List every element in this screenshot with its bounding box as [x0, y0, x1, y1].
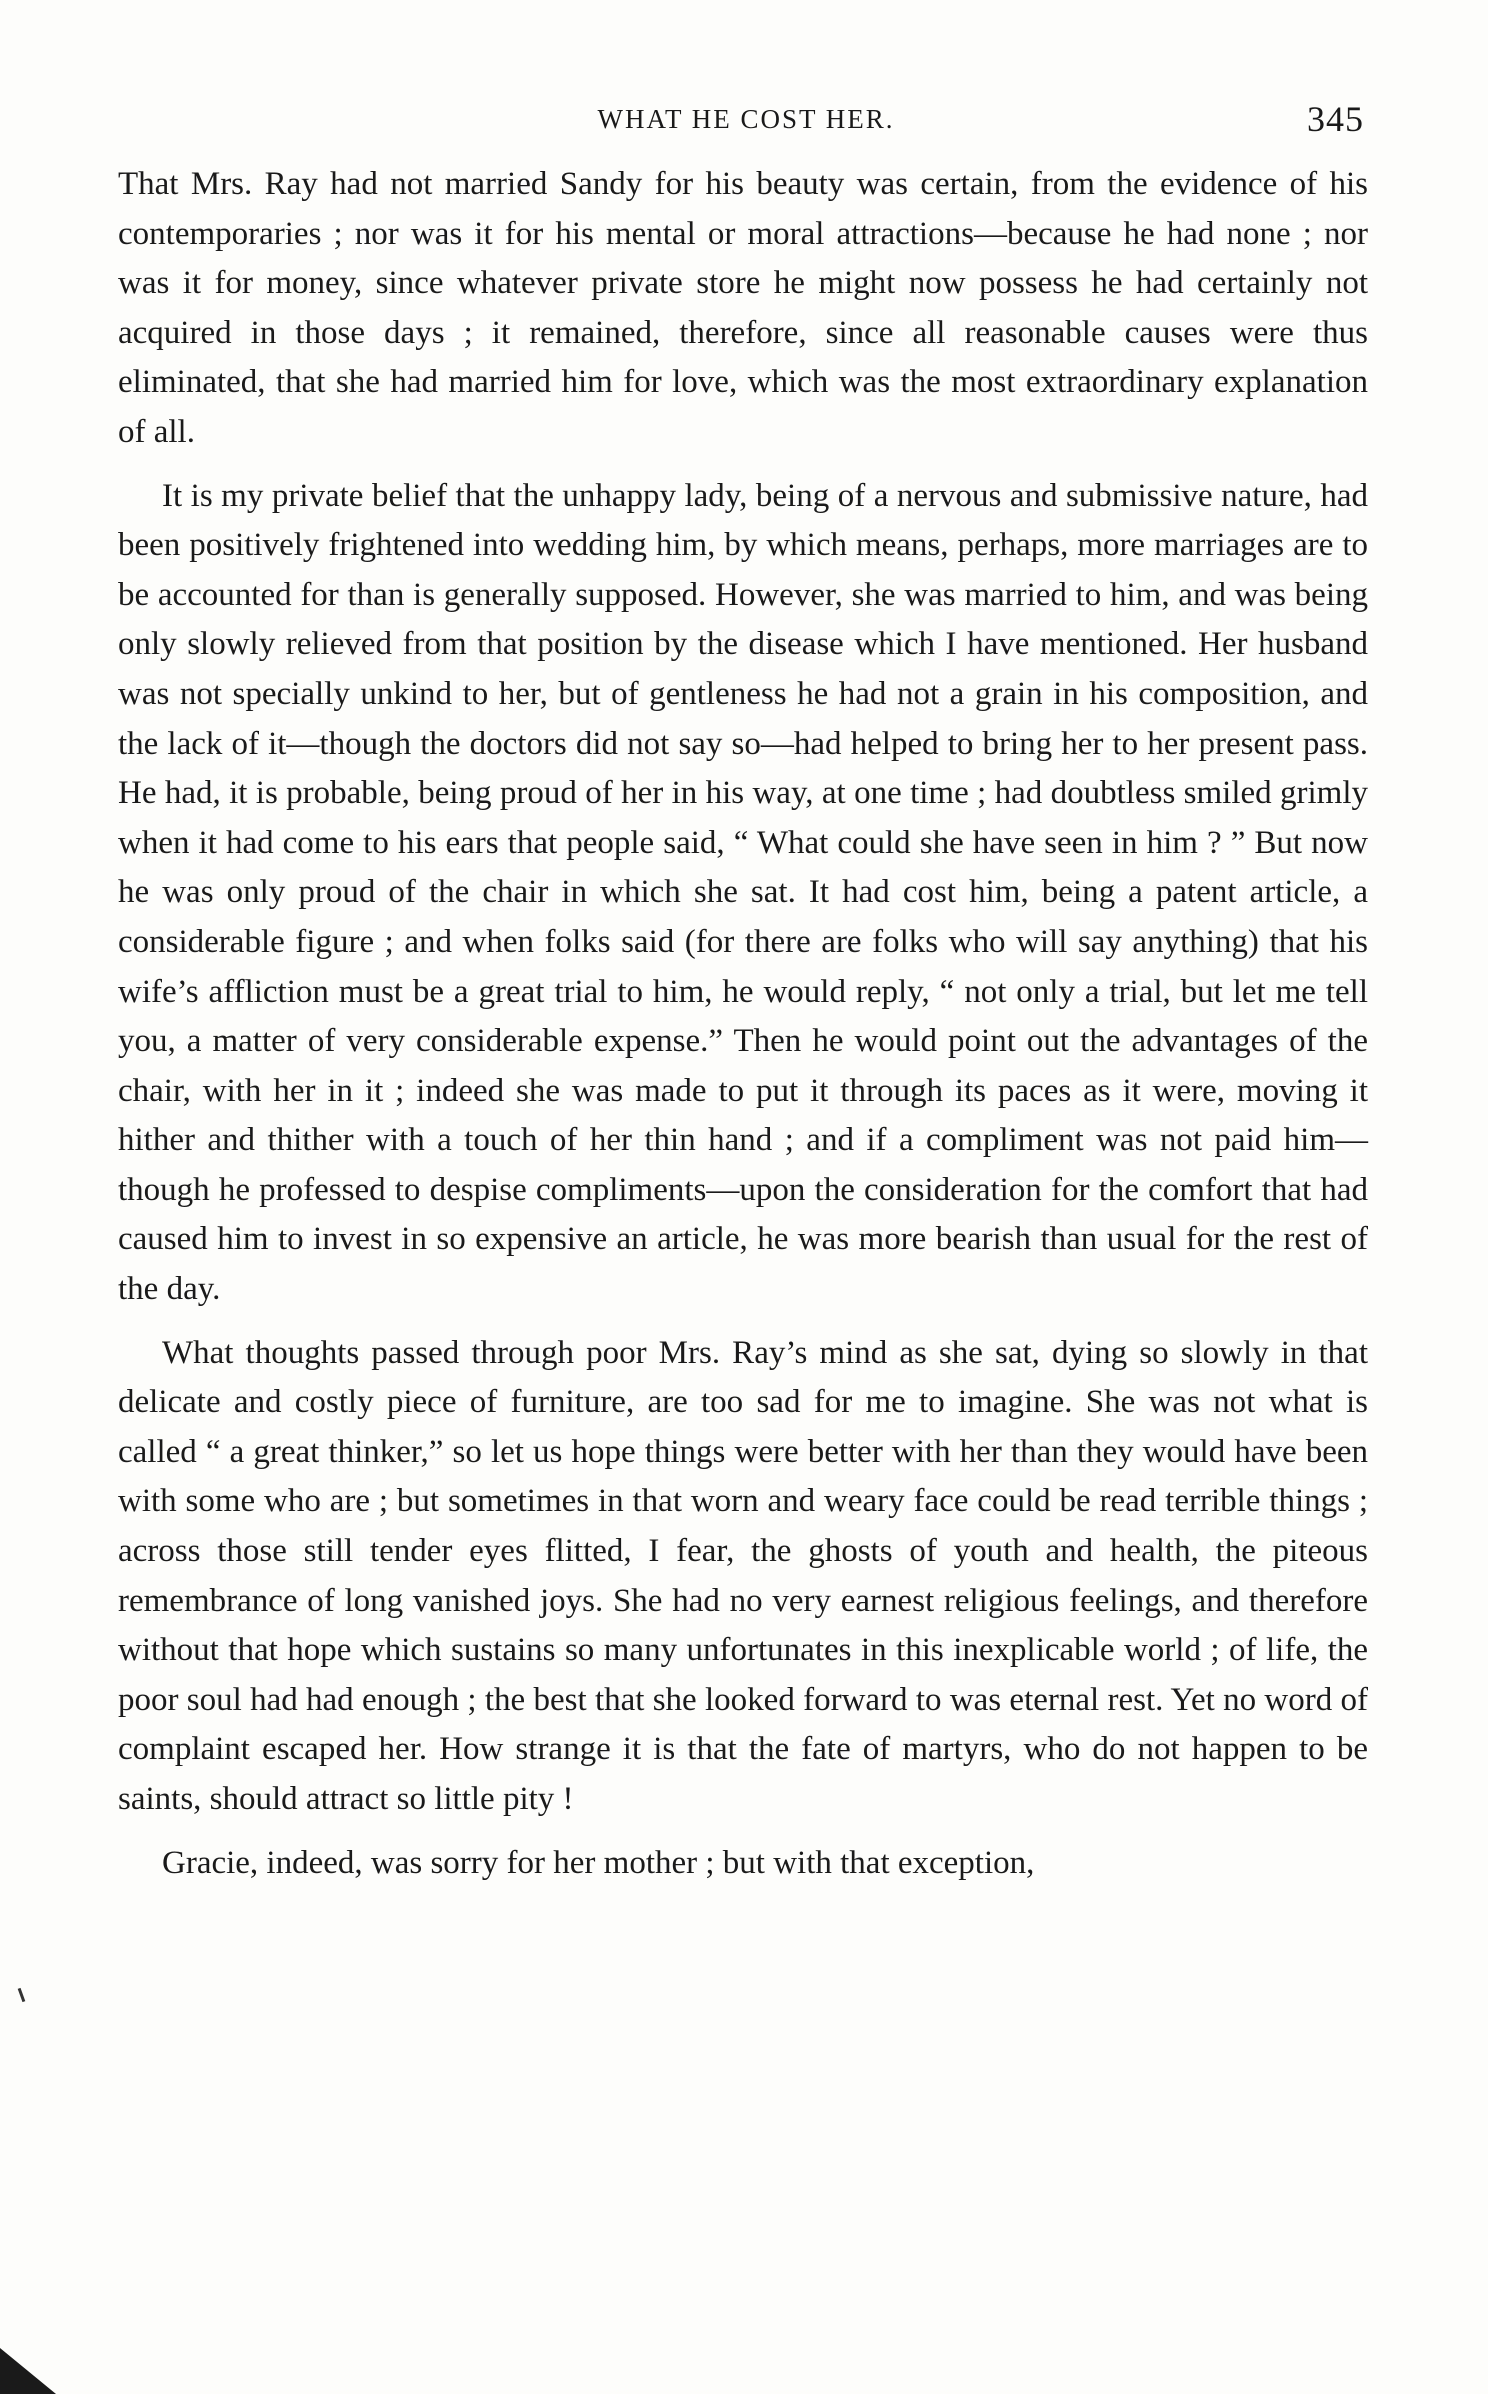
paragraph: What thoughts passed through poor Mrs. Ray’s mind as she sat, dying so slowly in that delicate and costly piece of furniture, are too sad for me to imagine. She was not what is called “ a great thinker,” so let us hope things were better with her than they would have been with some who are ; but sometimes in that worn and weary face could be read terrible things ; across those still tender eyes flitted, I fear, the ghosts of youth and health, the piteous remembrance of long vanished joys. She had no very earnest religious feelings, and therefore without that hope which sustains so many unfortunates in this inexplicable world ; of life, the poor soul had had enough ; the best that she looked forward to was eternal rest. Yet no word of complaint escaped her. How strange it is that the fate of martyrs, who do not happen to be saints, should attract so little pity ! [118, 1334, 1368, 1817]
running-head: WHAT HE COST HER. [597, 104, 895, 134]
paragraph: Gracie, indeed, was sorry for her mother ; but with that exception, [162, 1844, 1035, 1881]
page-header [120, 98, 1372, 148]
page-number: 345 [1307, 99, 1364, 139]
scan-corner-shadow [0, 2348, 56, 2394]
paragraph: That Mrs. Ray had not married Sandy for his beauty was certain, from the evidence of his contemporaries ; nor was it for his mental or moral attractions—because he had none ; nor was it for money, since whatever private store he might now possess he had certainly not acquired in those days ; it remained, therefore, since all reasonable causes were thus eliminated, that she had married him for love, which was the most extraordinary explanation of all. [118, 166, 1368, 450]
paragraph: It is my private belief that the unhappy lady, being of a nervous and submissive nature, had been positively frightened into wedding him, by which means, perhaps, more marriages are to be accounted for than is generally supposed. However, she was married to him, and was being only slowly relieved from that position by the disease which I have mentioned. Her husband was not specially unkind to her, but of gentleness he had not a grain in his composition, and the lack of it—though the doctors did not say so—had helped to bring her to her present pass. He had, it is probable, being proud of her in his way, at one time ; had doubtless smiled grimly when it had come to his ears that people said, “ What could she have seen in him ? ” But now he was only proud of the chair in which she sat. It had cost him, being a patent article, a considerable figure ; and when folks said (for there are folks who will say anything) that his wife’s affliction must be a great trial to him, he would reply, “ not only a trial, but let me tell you, a matter of very considerable expense.” Then he would point out the advantages of the chair, with her in it ; indeed she was made to put it through its paces as it were, moving it hither and thither with a touch of her thin hand ; and if a compliment was not paid him—though he professed to despise compliments—upon the consideration for the comfort that had caused him to invest in so expensive an article, he was more bearish than usual for the rest of the day. [118, 477, 1368, 1308]
scan-speck [18, 1988, 26, 2002]
body-text [118, 160, 1368, 1888]
